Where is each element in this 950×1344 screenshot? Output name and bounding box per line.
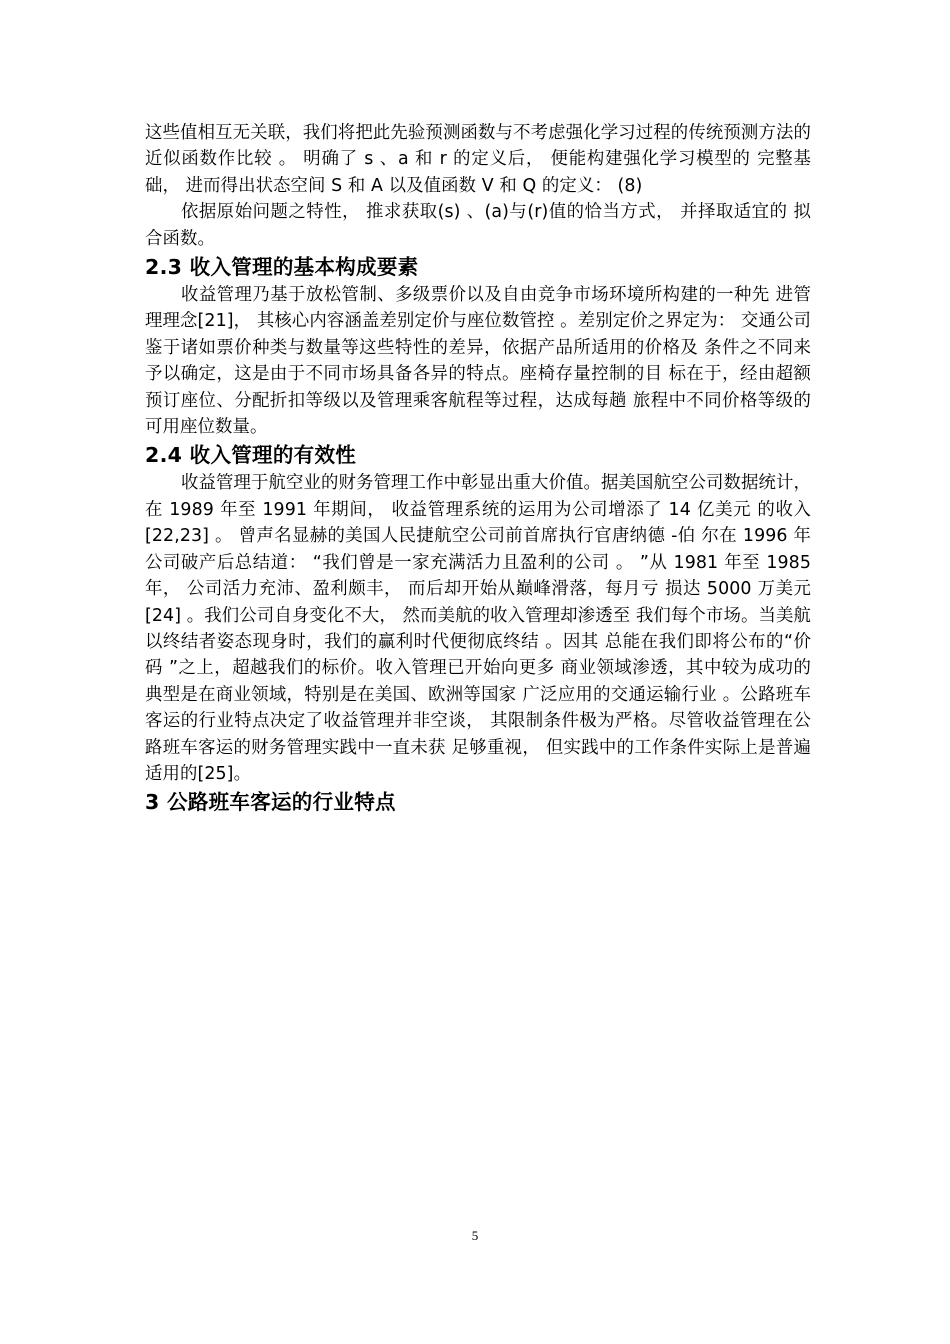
paragraph-fitting-function: 依据原始问题之特性， 推求获取(s) 、(a)与(r)值的恰当方式， 并择取适宜的 拟合函数。 [145,202,811,249]
page-number: 5 [471,1228,479,1243]
paragraph-revenue-elements: 收益管理乃基于放松管制、多级票价以及自由竞争市场环境所构建的一种先 进管理理念[21]， 其核心内容涵盖差别定价与座位数管控 。差别定价之界定为： 交通公司鉴于诸如票价种类与数量等这些特性的差异，依据产品所适用的价格及 条件之不同来予以确定，这是由于不同市场具备各异的特点。座椅存量控制的目 标在于，经由超额预订座位、分配折扣等级以及管理乘客航程等过程，达成每趟 旅程中不同价格等级的可用座位数量。 [145,285,811,438]
section-heading-2-4: 2.4 收入管理的有效性 [145,443,357,468]
document-page [145,120,811,817]
paragraph-state-space: 这些值相互无关联，我们将把此先验预测函数与不考虑强化学习过程的传统预测方法的近似函数作比较 。 明确了 s 、a 和 r 的定义后， 便能构建强化学习模型的 完整基础， 进而得出状态空间 S 和 A 以及值函数 V 和 Q 的定义： (8) [145,123,811,196]
section-heading-2-3: 2.3 收入管理的基本构成要素 [145,255,419,280]
paragraph-revenue-effectiveness: 收益管理于航空业的财务管理工作中彰显出重大价值。据美国航空公司数据统计， 在 1989 年至 1991 年期间， 收益管理系统的运用为公司增添了 14 亿美元 的收入[22,23] 。 曾声名显赫的美国人民捷航空公司前首席执行官唐纳德 -伯 尔在 1996 年公司破产后总结道： “我们曾是一家充满活力且盈利的公司 。 ”从 1981 年至 1985 年， 公司活力充沛、盈利颇丰， 而后却开始从巅峰滑落，每月亏 损达 5000 万美元[24] 。我们公司自身变化不大， 然而美航的收入管理却渗透至 我们每个市场。当美航以终结者姿态现身时，我们的赢利时代便彻底终结 。因其 总能在我们即将公布的“价码 ”之上，超越我们的标价。收入管理已开始向更多 商业领域渗透，其中较为成功的典型是在商业领域，特别是在美国、欧洲等国家 广泛应用的交通运输行业 。公路班车客运的行业特点决定了收益管理并非空谈， 其限制条件极为严格。尽管收益管理在公路班车客运的财务管理实践中一直未获 足够重视， 但实践中的工作条件实际上是普遍适用的[25]。 [145,473,811,784]
section-heading-3: 3 公路班车客运的行业特点 [145,790,396,815]
